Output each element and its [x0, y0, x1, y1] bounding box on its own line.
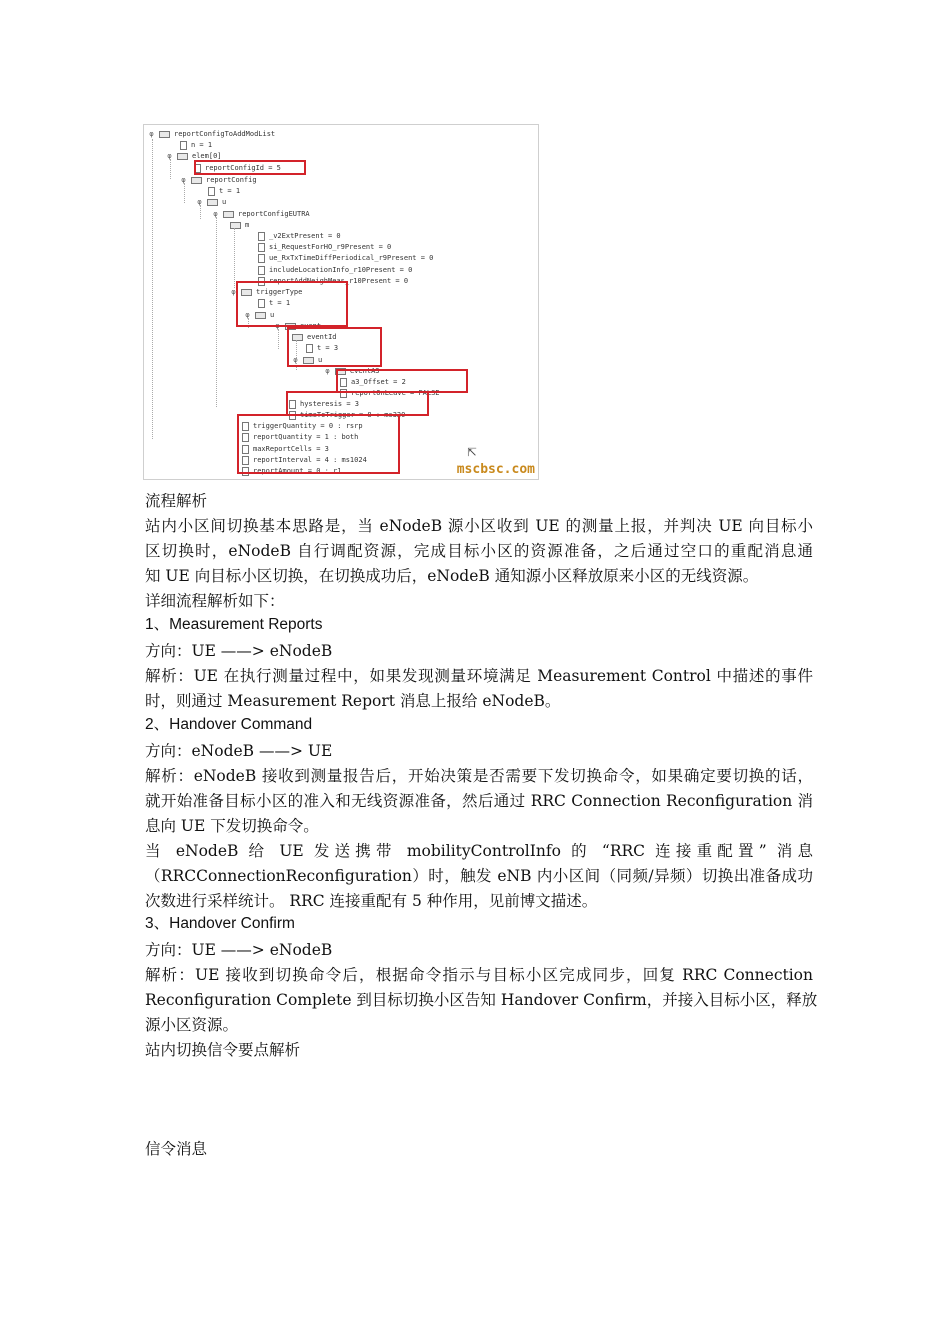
tree-connector-line: [184, 183, 185, 203]
highlight-triggertype: [236, 281, 348, 327]
step3-title: 3、Handover Confirm: [145, 915, 295, 932]
tree-node-label: n = 1: [191, 141, 213, 149]
step2-line-6: 次数进行采样统计。 RRC 连接重配有 5 种作用，见前博文描述。: [145, 892, 598, 910]
tree-node-label: reportAddNeighMeas_r10Present = 0: [269, 277, 409, 285]
step2-line-3: 息向 UE 下发切换命令。: [145, 817, 319, 835]
document-icon: [208, 187, 215, 196]
tree-node-label: elem[0]: [192, 152, 222, 160]
tree-node-label: timeToTrigger = 8 : ms320: [300, 411, 406, 419]
tree-connector-line: [170, 159, 171, 179]
watermark: mscbsc.com: [456, 462, 535, 477]
step1-line-2: 时，则通过 Measurement Report 消息上报给 eNodeB。: [145, 692, 561, 710]
step2-line-2: 就开始准备目标小区的准入和无线资源准备，然后通过 RRC Connection Reconfiguration 消: [145, 792, 813, 810]
key-points-title: 站内切换信令要点解析: [145, 1041, 301, 1059]
folder-icon: [191, 177, 202, 184]
tree-node-label: a3_Offset = 2: [351, 378, 406, 386]
tree-connector-line: [234, 228, 235, 288]
tree-node-label: m: [245, 221, 250, 229]
tree-node-label: reportConfigId = 5: [205, 164, 281, 172]
intro-line-3: 知 UE 向目标小区切换，在切换成功后，eNodeB 通知源小区释放原来小区的无线资源。: [145, 567, 759, 585]
tree-node[interactable]: [148, 129, 275, 139]
step3-line-1: 解析：UE 接收到切换命令后，根据命令指示与目标小区完成同步，回复 RRC Connection: [145, 966, 813, 984]
tree-node-label: u: [318, 356, 323, 364]
step1-title: 1、Measurement Reports: [145, 616, 323, 633]
intro-line-2: 区切换时，eNodeB 自行调配资源，完成目标小区的资源准备，之后通过空口的重配消息通: [145, 542, 813, 560]
highlight-eventid: [287, 327, 382, 367]
step2-line-5: （RRCConnectionReconfiguration）时，触发 eNB 内小区间（同频/异频）切换出准备成功: [145, 867, 813, 885]
document-icon: [258, 232, 265, 241]
tree-node-label: event: [300, 322, 322, 330]
tree-connector-line: [278, 329, 279, 349]
tree-node[interactable]: [258, 242, 391, 252]
highlight-eventa3-params: [336, 369, 468, 393]
mouse-cursor-icon: ⇱: [467, 445, 478, 459]
tree-node-label: t = 3: [317, 344, 339, 352]
step2-direction: 方向：eNodeB ——> UE: [145, 742, 333, 760]
step3-line-2: Reconfiguration Complete 到目标切换小区告知 Handover Confirm，并接入目标小区，释放: [145, 991, 818, 1009]
step2: [145, 712, 813, 914]
tree-node-label: si_RequestForHO_r9Present = 0: [269, 243, 392, 251]
section-flow-analysis: [145, 489, 813, 614]
document-icon: [180, 141, 187, 150]
document-icon: [258, 254, 265, 263]
tree-node-label: t = 1: [269, 299, 291, 307]
intro-line-1: 站内小区间切换基本思路是，当 eNodeB 源小区收到 UE 的测量上报，并判决 UE 向目标小: [145, 517, 813, 535]
tree-node-label: u: [270, 311, 275, 319]
tree-node-label: reportAmount = 0 : r1: [253, 467, 342, 475]
step3-direction: 方向：UE ——> eNodeB: [145, 941, 333, 959]
folder-icon: [223, 211, 234, 218]
tree-node-label: reportOnLeave = FALSE: [351, 389, 440, 397]
tree-node-label: includeLocationInfo_r10Present = 0: [269, 266, 413, 274]
expand-toggle-icon[interactable]: φ: [231, 288, 236, 296]
tree-node[interactable]: [180, 140, 212, 150]
document-icon: [258, 266, 265, 275]
tree-node-label: _v2ExtPresent = 0: [269, 232, 341, 240]
highlight-report-params: [237, 414, 400, 474]
tree-node-label: eventA3: [350, 367, 380, 375]
document-icon: [258, 243, 265, 252]
step1-direction: 方向：UE ——> eNodeB: [145, 642, 333, 660]
expand-toggle-icon[interactable]: φ: [197, 198, 202, 206]
tree-node-label: reportInterval = 4 : ms1024: [253, 456, 367, 464]
tree-node[interactable]: [258, 231, 341, 241]
tree-node[interactable]: [258, 253, 433, 263]
tree-node[interactable]: [180, 175, 257, 185]
tree-node[interactable]: [230, 220, 249, 230]
expand-toggle-icon[interactable]: φ: [213, 210, 218, 218]
tree-node-label: t = 1: [219, 187, 241, 195]
step3: [145, 911, 818, 1063]
tree-node-label: eventId: [307, 333, 337, 341]
step1-line-1: 解析：UE 在执行测量过程中，如果发现测量环境满足 Measurement Control 中描述的事件: [145, 667, 813, 685]
tree-node-label: triggerType: [256, 288, 303, 296]
tree-connector-line: [152, 139, 153, 439]
tree-node-label: reportConfigToAddModList: [174, 130, 276, 138]
highlight-hysteresis: [286, 391, 429, 416]
expand-toggle-icon[interactable]: φ: [325, 367, 330, 375]
expand-toggle-icon[interactable]: φ: [149, 130, 154, 138]
folder-icon: [207, 199, 218, 206]
signaling-title: 信令消息: [145, 1140, 208, 1158]
folder-icon: [159, 131, 170, 138]
tree-node-label: ue_RxTxTimeDiffPeriodical_r9Present = 0: [269, 254, 434, 262]
step1: [145, 612, 813, 714]
tree-connector-line: [200, 205, 201, 219]
expand-toggle-icon[interactable]: φ: [275, 322, 280, 330]
tree-node[interactable]: [208, 186, 240, 196]
tree-node-label: triggerQuantity = 0 : rsrp: [253, 422, 363, 430]
tree-node[interactable]: [258, 265, 412, 275]
tree-view-figure: [143, 124, 539, 480]
tree-node-label: reportConfigEUTRA: [238, 210, 310, 218]
tree-node-label: reportConfig: [206, 176, 257, 184]
tree-node-label: reportQuantity = 1 : both: [253, 433, 359, 441]
detail-heading: 详细流程解析如下：: [145, 592, 285, 610]
folder-icon: [230, 222, 241, 229]
step3-line-3: 源小区资源。: [145, 1016, 239, 1034]
expand-toggle-icon[interactable]: φ: [181, 176, 186, 184]
expand-toggle-icon[interactable]: φ: [293, 356, 298, 364]
tree-node-label: hysteresis = 3: [300, 400, 360, 408]
highlight-reportconfigid: [194, 160, 306, 175]
tree-node-label: maxReportCells = 3: [253, 445, 329, 453]
tree-node-label: u: [222, 198, 227, 206]
tree-connector-line: [216, 217, 217, 407]
expand-toggle-icon[interactable]: φ: [167, 152, 172, 160]
section-title: 流程解析: [145, 492, 208, 510]
expand-toggle-icon[interactable]: φ: [245, 311, 250, 319]
step2-line-4: 当 eNodeB 给 UE 发送携带 mobilityControlInfo 的 “RRC 连接重配置” 消息: [145, 842, 813, 860]
tree-node[interactable]: [212, 209, 310, 219]
step2-line-1: 解析：eNodeB 接收到测量报告后，开始决策是否需要下发切换命令，如果确定要切换的话，: [145, 767, 813, 785]
step2-title: 2、Handover Command: [145, 716, 313, 733]
folder-icon: [177, 153, 188, 160]
